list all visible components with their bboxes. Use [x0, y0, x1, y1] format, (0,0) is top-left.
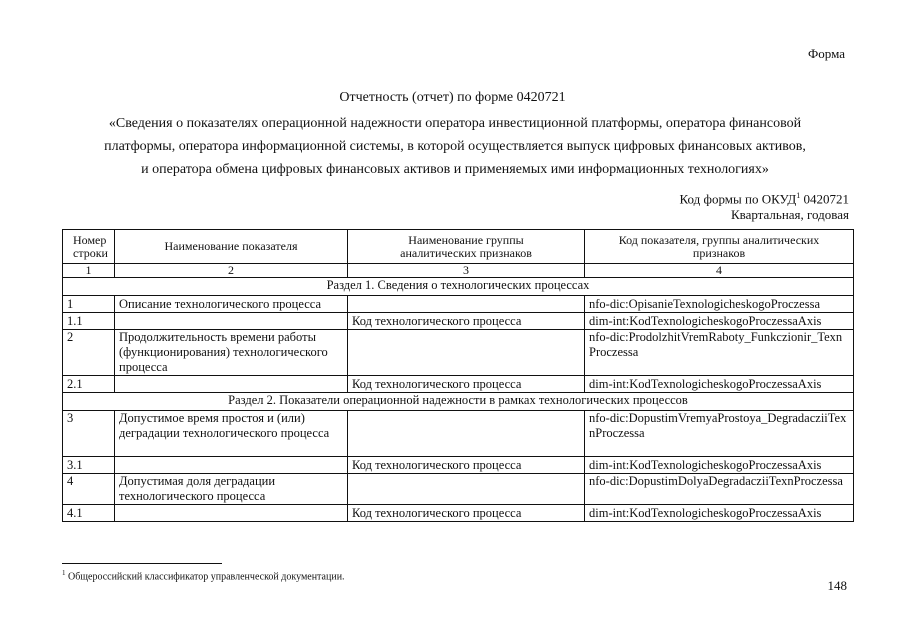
subtitle-line-2: платформы, оператора информационной системы, в которой осуществляется выпуск цифровых финансовых активов,: [104, 139, 806, 154]
group-name: [348, 411, 585, 457]
indicator-name: Описание технологического процесса: [115, 296, 348, 313]
indicator-code: dim-int:KodTexnologicheskogoProczessaAxis: [585, 313, 854, 330]
form-label: Форма: [808, 46, 845, 61]
footnote-divider: [62, 563, 222, 564]
okud-block: [680, 188, 849, 223]
col-number-1: 1: [63, 264, 115, 278]
row-number: 3: [63, 411, 115, 457]
indicator-code: dim-int:KodTexnologicheskogoProczessaAxis: [585, 376, 854, 393]
row-number: 3.1: [63, 457, 115, 474]
group-name: Код технологического процесса: [348, 505, 585, 522]
indicator-code: nfo-dic:DopustimVremyaProstoya_DegradacziiTexnProczessa: [585, 411, 854, 457]
document-title: Отчетность (отчет) по форме 0420721: [339, 90, 566, 105]
row-number: 1: [63, 296, 115, 313]
header-group-name: Наименование группы аналитических признаков: [348, 230, 585, 264]
table-row: [63, 457, 854, 474]
subtitle-line-1: «Сведения о показателях операционной надежности оператора инвестиционной платформы, оператора финансовой: [108, 116, 802, 131]
footnote-mark: 1: [62, 569, 66, 577]
row-number: 2.1: [63, 376, 115, 393]
indicator-name: [115, 376, 348, 393]
column-number-row: [63, 264, 854, 278]
okud-line: [680, 188, 849, 207]
row-number: 4.1: [63, 505, 115, 522]
indicator-code: nfo-dic:OpisanieTexnologicheskogoProczessa: [585, 296, 854, 313]
section-1-title: Раздел 1. Сведения о технологических процессах: [63, 278, 854, 296]
indicator-name: [115, 313, 348, 330]
indicator-code: dim-int:KodTexnologicheskogoProczessaAxis: [585, 505, 854, 522]
header-row-number: Номер строки: [63, 230, 115, 264]
table-row: [63, 296, 854, 313]
page-number: 148: [827, 578, 847, 593]
indicator-code: nfo-dic:DopustimDolyaDegradacziiTexnProczessa: [585, 474, 854, 505]
indicator-name: [115, 457, 348, 474]
col-number-2: 2: [115, 264, 348, 278]
row-number: 2: [63, 330, 115, 376]
indicator-code: nfo-dic:ProdolzhitVremRaboty_Funkczionir_TexnProczessa: [585, 330, 854, 376]
group-name: Код технологического процесса: [348, 457, 585, 474]
table-row: [63, 474, 854, 505]
okud-footnote-mark: 1: [796, 191, 801, 200]
indicator-name: Допустимое время простоя и (или) деградации технологического процесса: [115, 411, 348, 457]
section-row: [63, 278, 854, 296]
group-name: Код технологического процесса: [348, 376, 585, 393]
group-name: Код технологического процесса: [348, 313, 585, 330]
row-number: 1.1: [63, 313, 115, 330]
table-row: [63, 376, 854, 393]
section-2-title: Раздел 2. Показатели операционной надежности в рамках технологических процессов: [63, 393, 854, 411]
footnote-text: Общероссийский классификатор управленческой документации.: [68, 571, 345, 583]
indicator-name: Допустимая доля деградации технологического процесса: [115, 474, 348, 505]
indicator-code: dim-int:KodTexnologicheskogoProczessaAxis: [585, 457, 854, 474]
indicator-name: [115, 505, 348, 522]
section-row: [63, 393, 854, 411]
okud-code: 0420721: [803, 191, 849, 207]
indicator-name: Продолжительность времени работы (функционирования) технологического процесса: [115, 330, 348, 376]
table-row: [63, 411, 854, 457]
group-name: [348, 330, 585, 376]
group-name: [348, 296, 585, 313]
document-subtitle: [40, 112, 870, 181]
col-number-3: 3: [348, 264, 585, 278]
group-name: [348, 474, 585, 505]
col-number-4: 4: [585, 264, 854, 278]
table-row: [63, 330, 854, 376]
table-row: [63, 505, 854, 522]
periodicity: Квартальная, годовая: [730, 207, 849, 223]
header-code: Код показателя, группы аналитических признаков: [585, 230, 854, 264]
header-row: [63, 230, 854, 264]
indicators-table: [62, 229, 854, 522]
row-number: 4: [63, 474, 115, 505]
table-row: [63, 313, 854, 330]
subtitle-line-3: и оператора обмена цифровых финансовых активов и применяемых ими информационных технологиях»: [141, 162, 769, 177]
okud-prefix: Код формы по ОКУД: [679, 191, 797, 207]
header-indicator-name: Наименование показателя: [115, 230, 348, 264]
footnote: [62, 569, 345, 582]
